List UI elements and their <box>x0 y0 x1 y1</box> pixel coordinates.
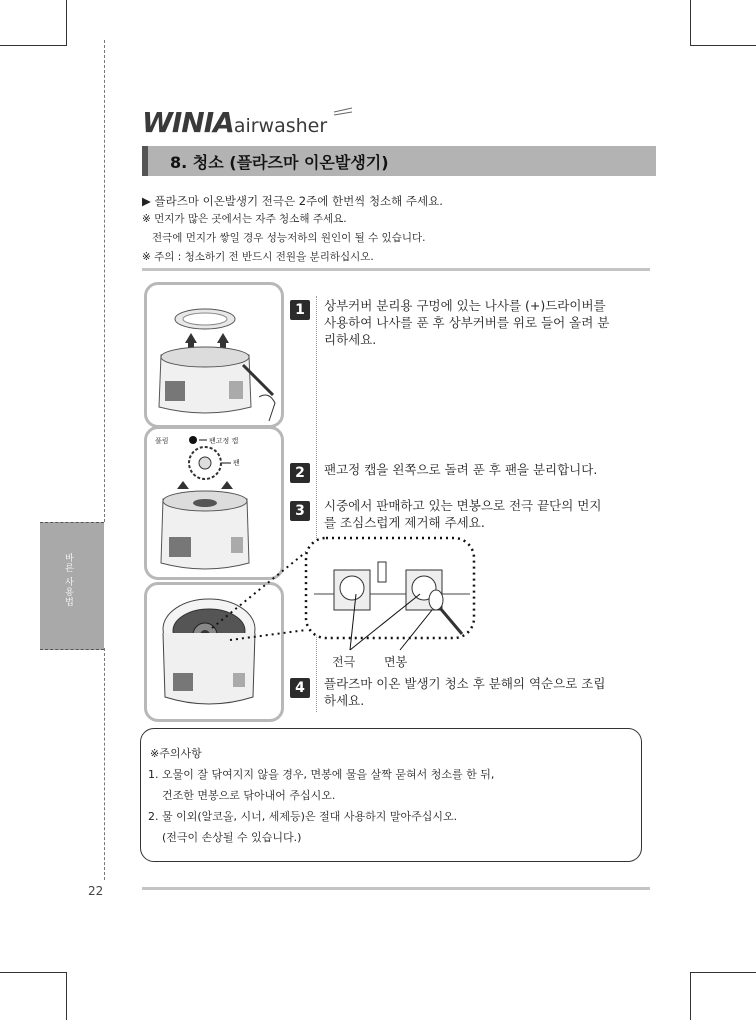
logo-brand: WINIA <box>142 106 234 139</box>
section-title: 8. 청소 (플라즈마 이온발생기) <box>170 153 389 172</box>
page-number: 22 <box>88 884 104 898</box>
caution-line: 2. 물 이외(알코올, 시너, 세제등)은 절대 사용하지 말아주십시오. <box>148 810 458 823</box>
caution-line: (전극이 손상될 수 있습니다.) <box>162 831 302 844</box>
label-fan: 팬 <box>233 459 240 467</box>
crop-mark <box>66 972 67 1020</box>
cap-icon <box>189 436 197 444</box>
step-text-line: 상부커버 분리용 구멍에 있는 나사를 (+)드라이버를 <box>324 298 606 313</box>
side-tab-label: 바른 사용법 <box>63 553 73 607</box>
humidifier-cover-icon <box>147 285 281 425</box>
crop-mark <box>0 45 66 46</box>
label-turn: 풀림 <box>155 437 169 445</box>
section-header <box>142 146 656 176</box>
crop-mark <box>690 0 691 46</box>
step-text-line: 를 조심스럽게 제거해 주세요. <box>324 515 485 530</box>
step-text-line: 사용하여 나사를 푼 후 상부커버를 위로 들어 올려 분 <box>324 315 610 330</box>
label-swab: 면봉 <box>384 655 408 669</box>
step-number: 2 <box>290 463 310 483</box>
crop-mark <box>690 972 756 973</box>
step-text-line: 리하세요. <box>324 332 377 347</box>
step-text-line: 시중에서 판매하고 있는 면봉으로 전극 끝단의 먼지 <box>324 498 602 513</box>
step-number: 3 <box>290 501 310 521</box>
crop-mark <box>0 972 66 973</box>
step-text <box>324 675 654 709</box>
intro-line: 전극에 먼지가 쌓일 경우 성능저하의 원인이 될 수 있습니다. <box>152 232 426 244</box>
binding-line <box>104 648 105 880</box>
step-text <box>324 461 654 478</box>
caution-title: ※주의사항 <box>150 747 202 760</box>
divider <box>142 268 650 271</box>
electrode-detail-callout <box>210 530 480 672</box>
step-number: 1 <box>290 300 310 320</box>
brand-logo <box>142 106 327 139</box>
step-text <box>324 497 654 531</box>
logo-sub: airwasher <box>233 115 328 137</box>
caution-line: 1. 오물이 잘 닦여지지 않을 경우, 면봉에 물을 살짝 묻혀서 청소를 한 뒤, <box>148 768 495 781</box>
side-tab <box>40 522 104 650</box>
intro-line: ※ 먼지가 많은 곳에서는 자주 청소해 주세요. <box>142 213 347 225</box>
crop-mark <box>690 972 691 1020</box>
intro-line: ※ 주의 : 청소하기 전 반드시 전원을 분리하십시오. <box>142 251 374 263</box>
step-text <box>324 297 654 348</box>
label-electrode: 전극 <box>332 655 356 669</box>
intro-line: ▶ 플라즈마 이온발생기 전극은 2주에 한번씩 청소해 주세요. <box>142 194 443 208</box>
crop-mark <box>690 45 756 46</box>
logo-swoosh-icon <box>332 106 354 118</box>
step-text-line: 하세요. <box>324 693 365 708</box>
illustration-remove-cover <box>144 282 284 428</box>
divider <box>142 887 650 890</box>
crop-mark <box>66 0 67 46</box>
caution-line: 건조한 면봉으로 닦아내어 주십시오. <box>162 789 336 802</box>
step-text-line: 팬고정 캡을 왼쪽으로 돌려 푼 후 팬을 분리합니다. <box>324 462 598 477</box>
step-text-line: 플라즈마 이온 발생기 청소 후 분해의 역순으로 조립 <box>324 676 606 691</box>
label-cap: 팬고정 캡 <box>209 437 239 445</box>
binding-line <box>104 40 105 522</box>
swab-icon <box>429 590 443 610</box>
step-number: 4 <box>290 678 310 698</box>
